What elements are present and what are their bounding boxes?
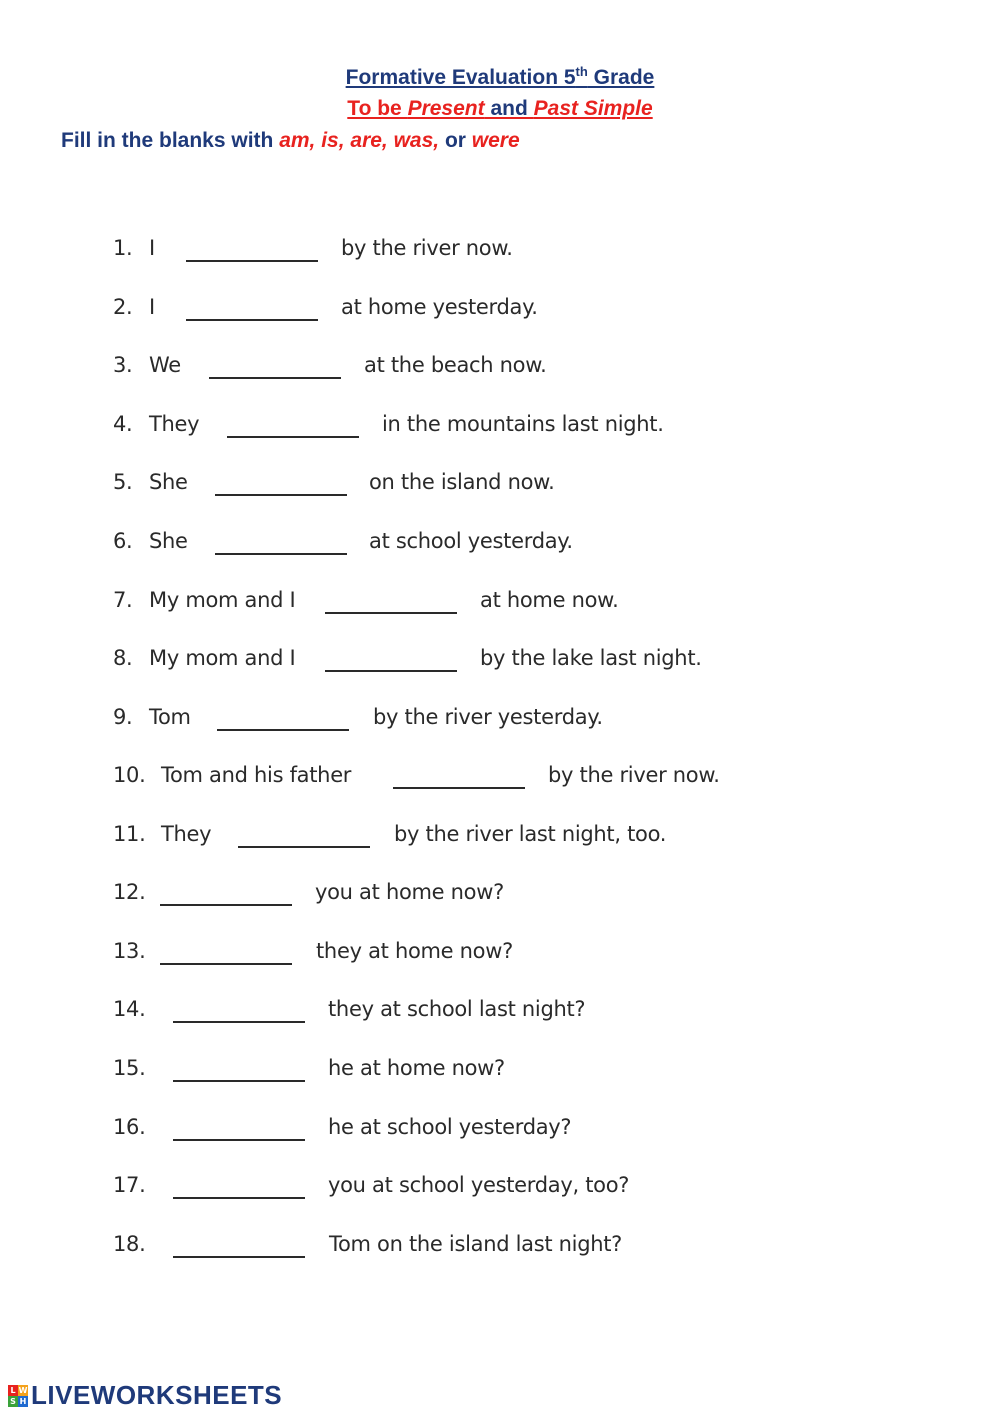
answer-blank[interactable]	[215, 553, 347, 555]
answer-blank[interactable]	[173, 1197, 305, 1199]
answer-blank[interactable]	[160, 963, 292, 965]
answer-blank[interactable]	[325, 670, 457, 672]
answer-blank[interactable]	[173, 1139, 305, 1141]
logo-cell-w: W	[18, 1385, 28, 1395]
logo-cell-s: S	[8, 1396, 18, 1407]
liveworksheets-logo	[8, 1380, 282, 1411]
answer-blank[interactable]	[215, 494, 347, 496]
answer-blank[interactable]	[227, 436, 359, 438]
liveworksheets-icon	[8, 1385, 28, 1407]
logo-cell-h: H	[19, 1396, 27, 1406]
title-superscript: th	[575, 64, 588, 79]
answer-blank[interactable]	[173, 1021, 305, 1023]
answer-blank[interactable]	[160, 904, 292, 906]
brand-name: LIVEWORKSHEETS	[31, 1380, 283, 1410]
page-title: Formative Evaluation 5th Grade	[345, 64, 655, 89]
answer-blank[interactable]	[325, 612, 457, 614]
answer-blank[interactable]	[217, 729, 349, 731]
logo-cell-l: L	[8, 1385, 18, 1396]
answer-blank[interactable]	[209, 377, 341, 379]
answer-blank[interactable]	[186, 260, 318, 262]
answer-blank[interactable]	[393, 787, 525, 789]
answer-blank[interactable]	[238, 846, 370, 848]
answer-blank[interactable]	[173, 1256, 305, 1258]
instructions: Fill in the blanks with am, is, are, was, or were	[61, 129, 520, 152]
page-subtitle: To be Present and Past Simple	[347, 97, 653, 120]
answer-blank[interactable]	[186, 319, 318, 321]
answer-blank[interactable]	[173, 1080, 305, 1082]
